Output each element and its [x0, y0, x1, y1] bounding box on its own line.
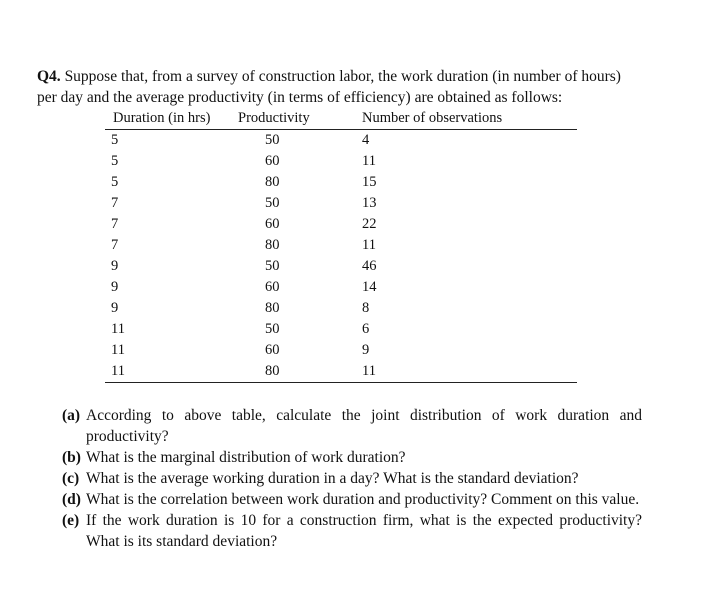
- subquestion-text: What is the correlation between work duration and productivity? Comment on this value.: [86, 491, 640, 508]
- cell-duration: 9: [111, 300, 119, 316]
- table-row: [105, 130, 577, 152]
- subquestion-list: [62, 405, 642, 552]
- subquestion-item: [62, 510, 642, 552]
- question-intro: [37, 66, 657, 108]
- observations-table: [105, 108, 577, 383]
- question-line-1: [37, 66, 657, 87]
- cell-observations: 11: [362, 237, 376, 253]
- cell-productivity: 50: [265, 258, 280, 274]
- subquestion-item: [62, 405, 642, 447]
- table-row: [105, 298, 577, 319]
- cell-observations: 9: [362, 342, 370, 358]
- cell-observations: 46: [362, 258, 377, 274]
- header-observations: Number of observations: [362, 108, 577, 130]
- table-row: [105, 361, 577, 383]
- table-row: [105, 340, 577, 361]
- question-text-1: Suppose that, from a survey of construction labor, the work duration (in number of hours): [64, 68, 621, 85]
- cell-productivity: 50: [265, 132, 280, 148]
- table-header-row: [105, 108, 577, 130]
- cell-duration: 11: [105, 361, 238, 383]
- cell-observations: 4: [362, 132, 370, 148]
- header-duration: Duration (in hrs): [105, 108, 238, 130]
- question-number: Q4.: [37, 68, 61, 85]
- cell-productivity: 60: [265, 279, 280, 295]
- cell-duration: 7: [111, 237, 119, 253]
- cell-observations: 8: [362, 300, 370, 316]
- subquestion-text: What is the marginal distribution of work duration?: [86, 449, 406, 466]
- cell-productivity: 80: [265, 174, 280, 190]
- cell-observations: 13: [362, 195, 377, 211]
- cell-productivity: 60: [265, 216, 280, 232]
- cell-observations: 15: [362, 174, 377, 190]
- subquestion-label: (c): [62, 470, 80, 487]
- cell-duration: 11: [111, 321, 125, 337]
- cell-productivity: 50: [265, 195, 280, 211]
- cell-productivity: 80: [265, 237, 280, 253]
- cell-productivity: 60: [265, 153, 280, 169]
- cell-observations: 14: [362, 279, 377, 295]
- subquestion-item: [62, 489, 642, 510]
- cell-duration: 9: [111, 279, 119, 295]
- subquestion-text: If the work duration is 10 for a construction firm, what is the expected productivity? What is its standard deviation?: [86, 512, 642, 550]
- cell-productivity: 60: [265, 342, 280, 358]
- cell-observations: 11: [362, 361, 577, 383]
- table-row: [105, 172, 577, 193]
- table-row: [105, 151, 577, 172]
- cell-observations: 22: [362, 216, 377, 232]
- cell-observations: 6: [362, 321, 370, 337]
- table-row: [105, 256, 577, 277]
- subquestion-label: (a): [62, 407, 81, 424]
- subquestion-item: [62, 447, 642, 468]
- subquestion-item: [62, 468, 642, 489]
- cell-duration: 9: [111, 258, 119, 274]
- cell-duration: 5: [111, 174, 119, 190]
- subquestion-label: (b): [62, 449, 81, 466]
- table-row: [105, 214, 577, 235]
- cell-productivity: 80: [265, 300, 280, 316]
- table-body: [105, 130, 577, 383]
- subquestion-text: According to above table, calculate the joint distribution of work duration and productivity?: [86, 407, 642, 445]
- cell-duration: 5: [111, 153, 119, 169]
- cell-observations: 11: [362, 153, 376, 169]
- cell-duration: 7: [111, 195, 119, 211]
- cell-duration: 7: [111, 216, 119, 232]
- subquestion-label: (d): [62, 491, 81, 508]
- cell-productivity: 50: [265, 321, 280, 337]
- subquestion-text: What is the average working duration in a day? What is the standard deviation?: [86, 470, 579, 487]
- cell-duration: 5: [111, 132, 119, 148]
- table-row: [105, 235, 577, 256]
- cell-duration: 11: [111, 342, 125, 358]
- cell-productivity: 80: [238, 361, 362, 383]
- header-productivity: Productivity: [238, 108, 362, 130]
- observations-table-wrap: [105, 108, 577, 383]
- question-line-2: per day and the average productivity (in terms of efficiency) are obtained as follows:: [37, 89, 563, 106]
- table-row: [105, 319, 577, 340]
- table-row: [105, 277, 577, 298]
- table-row: [105, 193, 577, 214]
- subquestion-label: (e): [62, 512, 80, 529]
